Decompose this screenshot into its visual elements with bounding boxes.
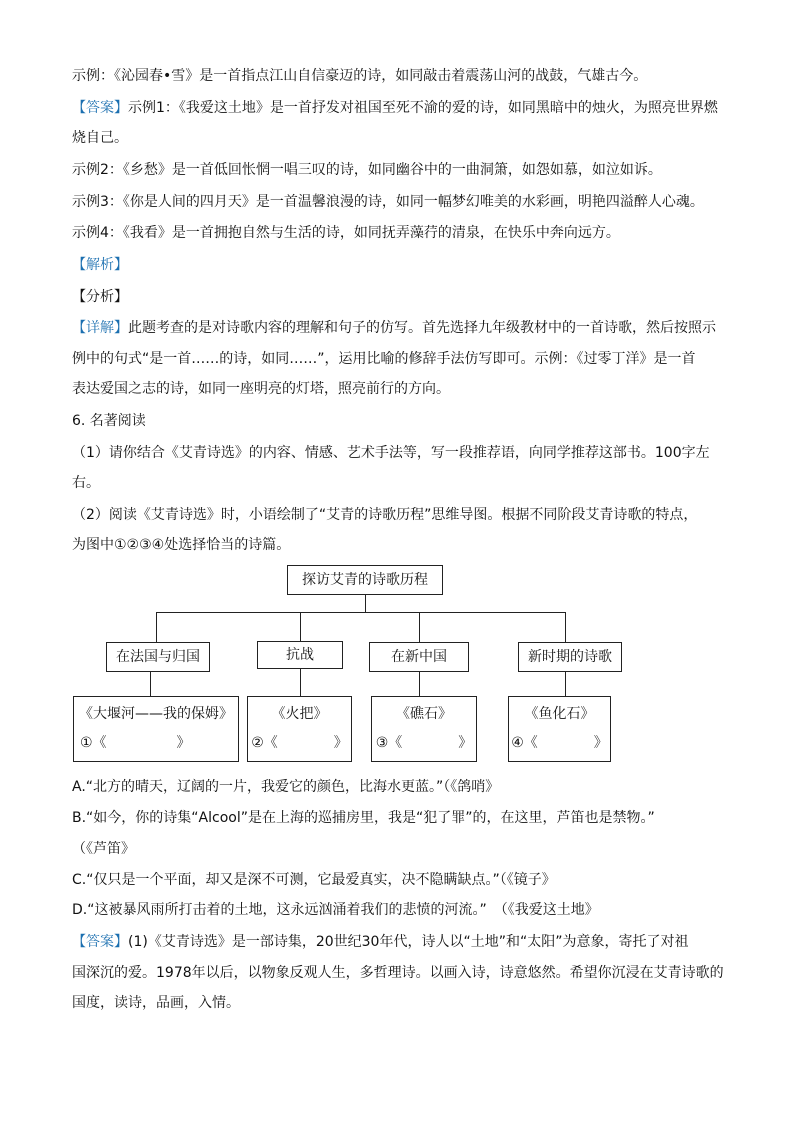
answer-tag: 【答案】 — [72, 934, 128, 950]
option-b: B.“如今，你的诗集“Alcool”是在上海的巡捕房里，我是“犯了罪”的，在这里，芦笛也是禁物。” — [72, 810, 655, 826]
connector — [156, 612, 565, 613]
answer-line-2: 国深沉的爱。1978年以后，以物象反观人生，多哲理诗。以画入诗，诗意悠然。希望你沉浸在艾青诗歌的 — [72, 965, 724, 981]
connector — [565, 672, 566, 696]
option-a: A.“北方的晴天，辽阔的一片，我爱它的颜色，比海水更蓝。”（《鸽哨》 — [72, 779, 500, 795]
question-6-1-cont: 右。 — [72, 475, 100, 491]
line-detail-3: 表达爱国之志的诗，如同一座明亮的灯塔，照亮前行的方向。 — [72, 381, 450, 397]
question-6-title: 6. 名著阅读 — [72, 413, 146, 429]
line-answer-1-cont: 烧自己。 — [72, 130, 128, 146]
stage-box: 在法国与归国 — [106, 642, 210, 672]
connector — [365, 595, 366, 612]
question-6-1: （1）请你结合《艾青诗选》的内容、情感、艺术手法等，写一段推荐语，向同学推荐这部书。100字左 — [72, 445, 710, 461]
answer-blank-4: ④《 》 — [511, 735, 608, 751]
answer-blank-3: ③《 》 — [375, 735, 473, 751]
connector — [419, 672, 420, 696]
line-detail-2: 例中的句式“是一首……的诗，如同……”，运用比喻的修辞手法仿写即可。示例：《过零丁洋》是一首 — [72, 351, 696, 367]
option-b-cont: （《芦笛》 — [72, 841, 135, 857]
line-detail-1: 【详解】此题考查的是对诗歌内容的理解和句子的仿写。首先选择九年级教材中的一首诗歌，然后按照示 — [72, 320, 716, 336]
line-fenxi: 【分析】 — [72, 289, 128, 305]
answer-blank-2: ②《 》 — [251, 735, 348, 751]
connector — [565, 612, 566, 642]
stage-box: 在新中国 — [369, 642, 469, 672]
line-example: 示例：《沁园春•雪》是一首指点江山自信豪迈的诗，如同敲击着震荡山河的战鼓，气雄古今。 — [72, 68, 648, 84]
poem-box: 《大堰河——我的保姆》 ①《 》 — [73, 696, 239, 762]
line-analysis-tag: 【解析】 — [72, 257, 128, 273]
question-6-2: （2）阅读《艾青诗选》时，小语绘制了“艾青的诗歌历程”思维导图。根据不同阶段艾青诗歌的特点， — [72, 507, 698, 523]
answer-line-3: 国度，读诗，品画，入情。 — [72, 995, 240, 1011]
line-answer-1: 【答案】示例1：《我爱这土地》是一首抒发对祖国至死不渝的爱的诗，如同黑暗中的烛火，为照亮世界燃 — [72, 100, 718, 116]
poem-box: 《礁石》 ③《 》 — [371, 696, 477, 762]
line-example-2: 示例2：《乡愁》是一首低回怅惘一唱三叹的诗，如同幽谷中的一曲洞箫，如怨如慕，如泣如诉。 — [72, 162, 662, 178]
connector — [156, 612, 157, 642]
answer-blank-1: ①《 》 — [80, 735, 191, 751]
question-6-2-cont: 为图中①②③④处选择恰当的诗篇。 — [72, 537, 291, 553]
mind-map-root: 探访艾青的诗歌历程 — [287, 565, 443, 595]
line-example-3: 示例3：《你是人间的四月天》是一首温馨浪漫的诗，如同一幅梦幻唯美的水彩画，明艳四溢醉人心魂。 — [72, 194, 704, 210]
connector — [300, 669, 301, 696]
poem-box: 《鱼化石》 ④《 》 — [508, 696, 611, 762]
option-c: C.“仅只是一个平面，却又是深不可测，它最爱真实，决不隐瞒缺点。”（《镜子》 — [72, 872, 556, 888]
line-example-4: 示例4：《我看》是一首拥抱自然与生活的诗，如同抚弄藻荇的清泉，在快乐中奔向远方。 — [72, 225, 620, 241]
connector — [419, 612, 420, 642]
answer-tag: 【答案】 — [72, 100, 128, 116]
connector — [300, 612, 301, 641]
stage-box: 抗战 — [257, 641, 343, 669]
stage-box: 新时期的诗歌 — [518, 642, 622, 672]
connector — [150, 672, 151, 696]
poem-box: 《火把》 ②《 》 — [247, 696, 352, 762]
answer-line-1: 【答案】(1)《艾青诗选》是一部诗集，20世纪30年代，诗人以“土地”和“太阳”为意象，寄托了对祖 — [72, 934, 689, 950]
option-d: D.“这被暴风雨所打击着的土地，这永远汹涌着我们的悲愤的河流。” （《我爱这土地》 — [72, 902, 599, 918]
